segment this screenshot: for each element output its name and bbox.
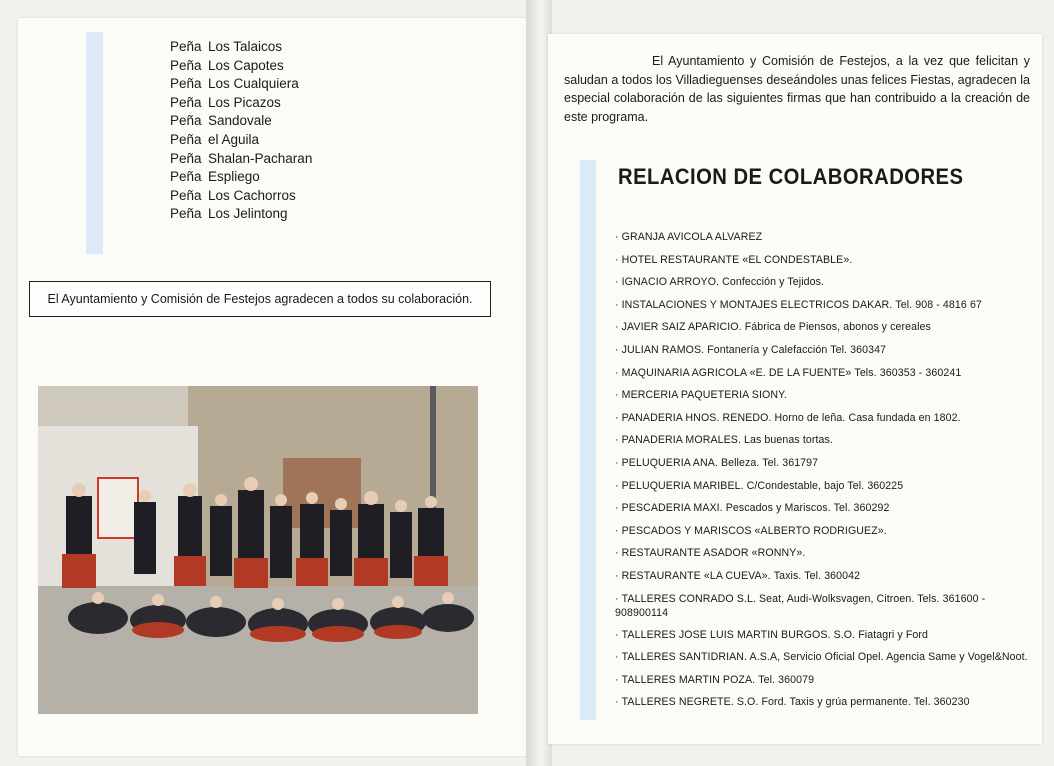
list-item: Peña el Aguila	[170, 131, 260, 147]
list-item: · PANADERIA HNOS. RENEDO. Horno de leña. Casa fundada en 1802.	[615, 411, 961, 424]
pena-list	[170, 38, 312, 224]
page-title: RELACION DE COLABORADORES	[618, 164, 964, 189]
list-item: · RESTAURANTE «LA CUEVA». Taxis. Tel. 360042	[615, 569, 861, 582]
list-item: · PESCADOS Y MARISCOS «ALBERTO RODRIGUEZ».	[615, 524, 887, 537]
collaborator-list	[615, 226, 1033, 714]
list-item: · MERCERIA PAQUETERIA SIONY.	[615, 389, 787, 402]
list-item: · TALLERES SANTIDRIAN. A.S.A, Servicio Oficial Opel. Agencia Same y Vogel&Noot.	[615, 651, 1028, 664]
list-item: Peña Los Talaicos	[170, 39, 283, 54]
list-item: Peña Los Cualquiera	[170, 76, 299, 92]
list-item: · IGNACIO ARROYO. Confección y Tejidos.	[615, 276, 825, 289]
list-item: · TALLERES JOSE LUIS MARTIN BURGOS. S.O. Fiatagri y Ford	[615, 628, 929, 641]
list-item: · JAVIER SAIZ APARICIO. Fábrica de Piensos, abonos y cereales	[615, 321, 931, 334]
list-item: Peña Shalan-Pacharan	[170, 150, 313, 166]
list-item: · MAQUINARIA AGRICOLA «E. DE LA FUENTE» Tels. 360353 - 360241	[615, 366, 962, 379]
list-item: · GRANJA AVICOLA ALVAREZ	[615, 231, 763, 243]
list-item: · RESTAURANTE ASADOR «RONNY».	[615, 547, 806, 560]
list-item: · PELUQUERIA MARIBEL. C/Condestable, bajo Tel. 360225	[615, 479, 904, 492]
list-item: · TALLERES NEGRETE. S.O. Ford. Taxis y grúa permanente. Tel. 360230	[615, 696, 970, 709]
thanks-box: El Ayuntamiento y Comisión de Festejos agradecen a todos su colaboración.	[29, 281, 491, 317]
list-item: Peña Los Capotes	[170, 57, 284, 73]
list-item: · PANADERIA MORALES. Las buenas tortas.	[615, 434, 833, 447]
list-item: Peña Espliego	[170, 169, 260, 185]
list-item: · PESCADERIA MAXI. Pescados y Mariscos. Tel. 360292	[615, 502, 890, 515]
decorative-blue-bar	[86, 32, 103, 254]
list-item: · HOTEL RESTAURANTE «EL CONDESTABLE».	[615, 253, 853, 266]
group-photo	[38, 386, 478, 714]
list-item: · TALLERES CONRADO S.L. Seat, Audi-Wolksvagen, Citroen. Tels. 361600 - 908900114	[615, 592, 986, 619]
list-item: Peña Sandovale	[170, 113, 272, 129]
list-item: Peña Los Jelintong	[170, 206, 288, 222]
list-item: Peña Los Picazos	[170, 94, 281, 110]
list-item: · PELUQUERIA ANA. Belleza. Tel. 361797	[615, 456, 819, 469]
group-photo-illustration	[38, 386, 478, 714]
list-item: · JULIAN RAMOS. Fontanería y Calefacción Tel. 360347	[615, 343, 887, 356]
decorative-blue-bar	[580, 160, 596, 720]
list-item: · TALLERES MARTIN POZA. Tel. 360079	[615, 673, 815, 686]
list-item: · INSTALACIONES Y MONTAJES ELECTRICOS DAKAR. Tel. 908 - 4816 67	[615, 298, 982, 311]
intro-paragraph: El Ayuntamiento y Comisión de Festejos, a la vez que felicitan y saludan a todos los Villadieguenses deseándoles unas felices Fiestas, agradecen la especial colaboración de las siguientes firmas que han contribuido a la creación de este programa.	[564, 54, 1030, 124]
list-item: Peña Los Cachorros	[170, 187, 296, 203]
